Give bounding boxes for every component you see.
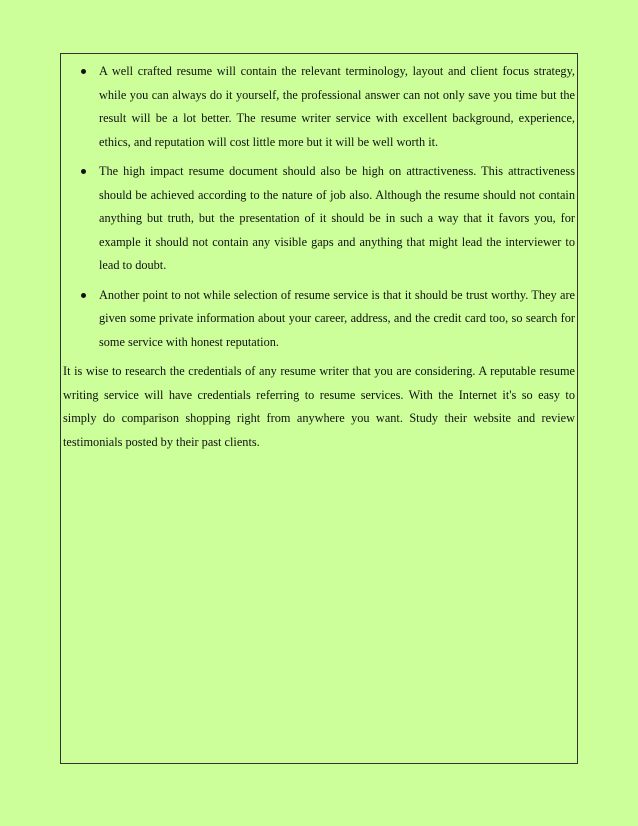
bullet-text-3: Another point to not while selection of resume service is that it should be trust worthy. They are given some private information about your career, address, and the credit card too, so search for some service with honest reputation. (99, 287, 575, 349)
bullet-item-3 (61, 284, 577, 355)
bullet-icon (81, 69, 86, 74)
document-body (61, 60, 577, 454)
bullet-text-2: The high impact resume document should also be high on attractiveness. This attractiveness should be achieved according to the nature of job also. Although the resume should not contain anything but truth, but the presentation of it should be in such a way that it favors you, for example it should not contain any visible gaps and anything that might lead the interviewer to lead to doubt. (99, 164, 575, 272)
bullet-text-1: A well crafted resume will contain the relevant terminology, layout and client focus strategy, while you can always do it yourself, the professional answer can not only save you time but the result will be a lot better. The resume writer service with excellent background, experience, ethics, and reputation will cost little more but it will be well worth it. (99, 64, 575, 149)
bullet-item-2 (61, 160, 577, 278)
bullet-icon (81, 169, 86, 174)
bullet-list (61, 60, 577, 354)
body-paragraph: It is wise to research the credentials of any resume writer that you are considering. A reputable resume writing service will have credentials referring to resume services. With the Internet it's so easy to simply do comparison shopping right from anywhere you want. Study their website and review testimonials posted by their past clients. (63, 364, 575, 449)
bullet-item-1 (61, 60, 577, 154)
bullet-icon (81, 293, 86, 298)
page-frame (60, 53, 578, 764)
